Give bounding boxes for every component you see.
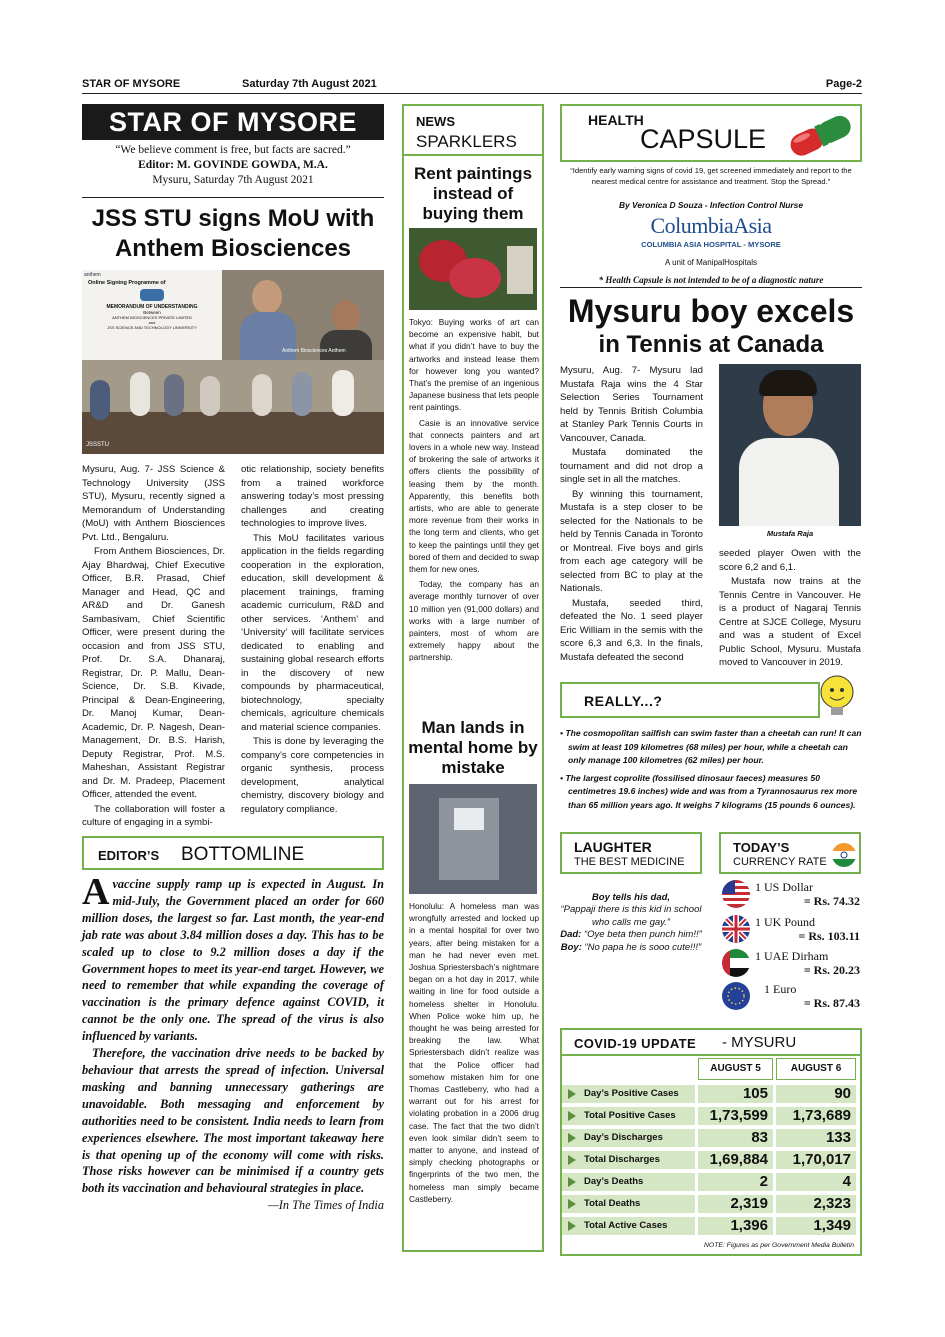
really-item-text: The cosmopolitan sailfish can swim faster than a cheetah can run! It can swim at least 109 kilometres (68 miles) per hour, while a cheetah can only manage 100 kilometres (62 miles) per hour. bbox=[565, 728, 862, 766]
tennis-column-2 bbox=[719, 547, 861, 671]
sparklers-paragraph: Tokyo: Buying works of art can become an expensive habit, but what if you didn’t have to buy the artworks and instead lease them for however long you wanted? That’s the premise of an ingenious Japanese business that lets people rent paintings. bbox=[409, 317, 539, 413]
sparklers-story1-headline: Rent paintings instead of buying them bbox=[413, 164, 533, 223]
sparklers-column bbox=[402, 104, 544, 1252]
covid-header bbox=[562, 1030, 860, 1056]
lead-paragraph: otic relationship, society benefits from a trained workforce answering today’s most pressing challenges and creating technologies to improve lives. bbox=[241, 464, 384, 529]
door-window bbox=[454, 808, 484, 830]
arrow-icon bbox=[568, 1177, 576, 1187]
laughter-joke bbox=[560, 892, 702, 954]
photo-person-2-body bbox=[320, 330, 372, 360]
covid-value: 1,396 bbox=[698, 1217, 773, 1235]
masthead-editor: Editor: M. GOVINDE GOWDA, M.A. bbox=[138, 159, 328, 171]
covid-value: 1,349 bbox=[776, 1217, 856, 1235]
photo-label-jss: JSSSTU bbox=[86, 442, 110, 448]
covid-row-label: Total Positive Cases bbox=[562, 1107, 695, 1125]
covid-value: 133 bbox=[776, 1129, 856, 1147]
covid-value: 1,73,599 bbox=[698, 1107, 773, 1125]
editorial-p1: vaccine supply ramp up is expected in August. In mid-July, the Government placed an order for 660 million doses, the largest so far. Last month, the year-end jab rate was about 3.84 million doses a day. This has to be scaled up to close to 9.2 million doses a day if the Government hopes to meet its year-end target. However, we need to remember that while expanding the coverage of vaccination is the primary defence against COVID, it cannot be the only one. The spread of the virus is also influenced by variants. bbox=[82, 877, 384, 1044]
joke-line: “Pappaji there is this kid in school who calls me gay.” bbox=[560, 904, 702, 928]
laughter-subtitle: THE BEST MEDICINE bbox=[574, 856, 685, 868]
covid-row bbox=[562, 1217, 860, 1239]
us-flag-icon bbox=[722, 880, 750, 908]
arrow-icon bbox=[568, 1089, 576, 1099]
covid-row-label: Total Discharges bbox=[562, 1151, 695, 1169]
editorial-title-light: BOTTOMLINE bbox=[181, 844, 305, 865]
really-header bbox=[560, 682, 820, 718]
editorial-paragraph: Therefore, the vaccination drive needs to be backed by behaviour that arrests the spread of infection. Universal masking and banning unnecessary gatherings are unavoidable. Both messaging and enforcement by authorities need to be consistent. India needs to learn from experiences elsewhere. The most important takeaway here is that opening up of the economy will come with risks. Those risks however can be minimised if a country gets both its vaccination and behavioural strategies in place. bbox=[82, 1046, 384, 1196]
covid-title-light: - MYSURU bbox=[722, 1034, 797, 1051]
masthead-tagline bbox=[82, 143, 384, 188]
photo-slide-mou: MEMORANDUM OF UNDERSTANDING bbox=[106, 304, 198, 310]
editorial-paragraph bbox=[82, 871, 384, 1045]
lead-headline: JSS STU signs MoU with Anthem Biosciences bbox=[91, 205, 375, 262]
arrow-icon bbox=[568, 1155, 576, 1165]
capsule-icon bbox=[782, 108, 862, 160]
lead-column-1 bbox=[82, 463, 225, 831]
tennis-headline-2: in Tennis at Canada bbox=[598, 331, 824, 358]
sparklers-label-top: NEWS bbox=[416, 114, 455, 129]
lead-column-2 bbox=[241, 463, 384, 817]
covid-col-aug5: AUGUST 5 bbox=[698, 1058, 773, 1080]
lead-paragraph: From Anthem Biosciences, Dr. Ajay Bhardwaj, Chief Executive Officer, B.R. Prasad, Chief Manager and Head, QC and AR&D and Dr. Ganesh Sambasivam, Chief Scientific Officer, were present during the occasion and from JSS STU, Prof. Dr. S.A. Dhanaraj, Registrar, Dr. P. Mallu, Dean-Science, Dr. S.B. Kivade, Principal & Dean-Engineering, Dr. Manoj Kumar, Dean-Academic, Dr. P. Nagesh, Dean-Management, Dr. B.S. Harish, Deputy Registrar, Prof. M.S. Maheshan, Assistant Registrar and Dr. M. Pradeep, Placement Officer, attended the event. bbox=[82, 546, 225, 800]
health-label-bottom: CAPSULE bbox=[640, 124, 767, 154]
photo-attendee bbox=[252, 374, 272, 416]
editorial-dropcap: A bbox=[82, 871, 110, 913]
editorial-body bbox=[82, 871, 384, 1214]
sparklers-label-bottom: SPARKLERS bbox=[416, 132, 517, 151]
currency-row-aed bbox=[722, 949, 860, 983]
photo-attendee bbox=[200, 376, 220, 416]
really-list bbox=[560, 727, 862, 813]
joke-line: “No papa he is sooo cute!!!” bbox=[584, 941, 702, 953]
currency-subtitle: CURRENCY RATE bbox=[733, 856, 827, 868]
covid-value: 1,73,689 bbox=[776, 1107, 856, 1125]
lead-paragraph: This MoU facilitates various application in the fields regarding cooperation in the exploration, education, skill development & placement trainings, framing academic curriculum, R&D and other services. ‘Anthem’ and ‘University’ will facilitate services dedicated to enabling and sustaining global research efforts in the discovery of new compounds by pharmaceutical, biotechnology, specialty chemicals, agriculture chemicals and material science companies. bbox=[241, 532, 384, 733]
joke-speaker: Boy: bbox=[560, 941, 582, 953]
photo-shirt bbox=[739, 438, 839, 526]
currency-value: = Rs. 74.32 bbox=[803, 894, 860, 908]
photo-attendee bbox=[130, 372, 150, 416]
columbia-asia-logo: ColumbiaAsia bbox=[650, 213, 772, 238]
covid-value: 1,69,884 bbox=[698, 1151, 773, 1169]
covid-col-aug6: AUGUST 6 bbox=[776, 1058, 856, 1080]
arrow-icon bbox=[568, 1111, 576, 1121]
currency-title: TODAY’S bbox=[733, 840, 790, 855]
photo-person-2 bbox=[332, 300, 360, 332]
currency-header bbox=[719, 832, 861, 874]
sparklers-paragraph: Casie is an innovative service that connects painters and art lovers in a whole new way. Instead of brokering the sale of artworks it offers clients the possibility of leasing them by the month. Apparently, this benefits both artists, who are able to generate more revenue from their works in the long term and clients, who get to keep the paintings until they get bored of them and decided to swap them for new ones. bbox=[409, 417, 539, 575]
covid-value: 1,70,017 bbox=[776, 1151, 856, 1169]
lead-photo bbox=[82, 270, 384, 454]
tennis-photo-caption: Mustafa Raja bbox=[766, 529, 814, 538]
covid-value: 90 bbox=[776, 1085, 856, 1103]
sparklers-header bbox=[404, 106, 542, 156]
covid-box bbox=[560, 1028, 862, 1256]
health-disclaimer: * Health Capsule is not intended to be of a diagnostic nature bbox=[560, 275, 862, 288]
currency-value: = Rs. 103.11 bbox=[798, 929, 860, 943]
tennis-paragraph: Mustafa, seeded third, defeated the No. 1 seed player Eric William in the semis with the score 6,3 and 6,3. In the finals, Mustafa defeated the second bbox=[560, 597, 703, 663]
health-byline: By Veronica D Souza - Infection Control Nurse bbox=[619, 200, 803, 210]
arrow-icon bbox=[568, 1221, 576, 1231]
laughter-header bbox=[560, 832, 702, 874]
covid-value: 2 bbox=[698, 1173, 773, 1191]
handshake-icon bbox=[140, 289, 164, 301]
photo-attendee bbox=[332, 370, 354, 416]
currency-name: 1 US Dollar bbox=[755, 880, 813, 894]
photo-attendee bbox=[292, 372, 312, 416]
tennis-paragraph: seeded player Owen with the score 6,2 and 6,1. bbox=[719, 548, 861, 573]
really-item: • The largest coprolite (fossilised dinosaur faeces) measures 50 centimetres 19.6 inches) wide and was from a Tyrannosaurus rex more than 65 million years ago. It weighs 7 kilograms (15 pounds 6 ounces). bbox=[560, 772, 858, 810]
canvas-frame bbox=[507, 246, 533, 294]
photo-attendee bbox=[164, 374, 184, 416]
currency-row-gbp bbox=[722, 915, 860, 949]
header-date: Saturday 7th August 2021 bbox=[242, 78, 377, 90]
uae-flag-icon bbox=[722, 949, 750, 977]
photo-slide-party1: ANTHEM BIOSCIENCES PRIVATE LIMITED bbox=[112, 315, 192, 320]
sparklers-story2-photo bbox=[409, 784, 537, 894]
masthead-title: STAR OF MYSORE bbox=[82, 104, 384, 140]
lead-paragraph: This is done by leveraging the company’s core competencies in organic synthesis, process development, analytical chemistry, discovery biology and regulatory compliance. bbox=[241, 736, 384, 815]
covid-row-label: Day’s Positive Cases bbox=[562, 1085, 695, 1103]
tennis-paragraph: Mustafa now trains at the Tennis Centre in Vancouver. He is a product of Nagaraj Tennis Centre at SJCE College, Mysuru and was a student of Excel Public School, Mysuru. Mustafa moved to Vancouver in 2019. bbox=[719, 576, 861, 668]
masthead-motto: “We believe comment is free, but facts are sacred.” bbox=[115, 144, 351, 156]
tennis-paragraph: By winning this tournament, Mustafa is a step closer to be selected for the Nationals to be held by Tennis Canada in Toronto or Montreal. Five boys and girls from each age category will be selected from BC to play at the Nationals. bbox=[560, 488, 703, 594]
sparklers-story2-headline: Man lands in mental home by mistake bbox=[408, 718, 538, 777]
currency-row-eur bbox=[722, 982, 860, 1016]
tennis-paragraph: Mustafa dominated the tournament and did not drop a single set in all the matches. bbox=[560, 447, 703, 485]
lightbulb-icon bbox=[814, 672, 860, 724]
health-header bbox=[560, 104, 862, 162]
photo-person bbox=[252, 280, 282, 314]
health-note: “Identify early warning signs of covid 19, get screened immediately and report to the nearest medical centre for assistance and treatment. Stop the Spread.” bbox=[570, 166, 852, 186]
currency-value: = Rs. 20.23 bbox=[803, 963, 860, 977]
covid-row bbox=[562, 1085, 860, 1107]
sparklers-paragraph: Honolulu: A homeless man was wrongfully arrested and locked up in a mental hospital for over two years, after being mistaken for a man he had never even met. Joshua Spriestersbach’s nightmare began on a hot day in 2017, while waiting in line for food outside a homeless shelter in Honolulu. When Police woke him up, he thought he was being arrested for breaking the law. What Spriestersbach didn’t realize was that the Police officer had somehow mistaken him for one Thomas Castleberry, who had a warrant out for his arrest for violating probation in a 2006 drug case. The fact that the two didn’t even look similar didn’t seem to matter to anyone, and instead of simply checking photographs or fingerprints of the two men, the homeless man simply became Castleberry. bbox=[409, 901, 539, 1204]
sparklers-story1-photo bbox=[409, 228, 537, 310]
editorial-title-bold: EDITOR’S bbox=[98, 848, 160, 863]
covid-note: NOTE: Figures as per Government Media Bulletin bbox=[704, 1242, 854, 1249]
arrow-icon bbox=[568, 1199, 576, 1209]
photo-slide-between: Between bbox=[143, 310, 161, 315]
photo-slide bbox=[82, 270, 222, 360]
arrow-icon bbox=[568, 1133, 576, 1143]
covid-value: 2,319 bbox=[698, 1195, 773, 1213]
running-header bbox=[82, 78, 862, 94]
lead-paragraph: Mysuru, Aug. 7- JSS Science & Technology University (JSS STU), Mysuru, recently signed a Memorandum of Understanding (MoU) with Anthem Biosciences Pvt. Ltd., Bengaluru. bbox=[82, 464, 225, 543]
covid-value: 4 bbox=[776, 1173, 856, 1191]
lead-paragraph: The collaboration will foster a culture of engaging in a symbi- bbox=[82, 803, 225, 828]
really-item: • The cosmopolitan sailfish can swim faster than a cheetah can run! It can swim at least 109 kilometres (68 miles) per hour, while a cheetah can only manage 100 kilometres (62 miles) per hour. bbox=[560, 728, 862, 766]
covid-row bbox=[562, 1129, 860, 1151]
photo-slide-title: Online Signing Programme of bbox=[88, 280, 166, 286]
india-flag-icon bbox=[831, 842, 857, 868]
really-title: REALLY...? bbox=[584, 693, 663, 709]
sparklers-paragraph: Today, the company has an average monthly turnover of over 10 million yen (91,000 dollars) and works with a large number of painters, most of whom are extremely happy about the partnership. bbox=[409, 579, 539, 663]
covid-row-label: Day’s Discharges bbox=[562, 1129, 695, 1147]
editorial-header bbox=[82, 836, 384, 870]
health-sponsor-unit: A unit of ManipalHospitals bbox=[664, 258, 758, 267]
joke-line: “Oye beta then punch him!!” bbox=[584, 929, 702, 941]
covid-row bbox=[562, 1107, 860, 1129]
header-paper-name: STAR OF MYSORE bbox=[82, 78, 181, 90]
photo-slide-logo: anthem bbox=[84, 272, 101, 278]
photo-slide-party2: JSS SCIENCE AND TECHNOLOGY UNIVERSITY bbox=[107, 325, 197, 330]
joke-line: Boy tells his dad, bbox=[591, 892, 671, 903]
covid-value: 2,323 bbox=[776, 1195, 856, 1213]
covid-row bbox=[562, 1173, 860, 1195]
uk-flag-icon bbox=[722, 915, 750, 943]
roses-shape bbox=[449, 258, 501, 298]
covid-row bbox=[562, 1195, 860, 1217]
covid-row-label: Total Active Cases bbox=[562, 1217, 695, 1235]
covid-value: 105 bbox=[698, 1085, 773, 1103]
health-label-top: HEALTH bbox=[588, 112, 644, 128]
tennis-column-1 bbox=[560, 364, 703, 665]
covid-row-label: Day’s Deaths bbox=[562, 1173, 695, 1191]
covid-title-bold: COVID-19 UPDATE bbox=[574, 1036, 697, 1051]
photo-slide-and: and bbox=[148, 320, 156, 325]
editorial-source: —In The Times of India bbox=[267, 1198, 384, 1213]
tennis-headline-1: Mysuru boy excels bbox=[567, 293, 855, 329]
currency-name: 1 UAE Dirham bbox=[755, 949, 829, 963]
photo-attendee bbox=[90, 380, 110, 420]
photo-hair bbox=[759, 370, 817, 396]
health-sponsor-name: COLUMBIA ASIA HOSPITAL - MYSORE bbox=[641, 240, 781, 249]
covid-row bbox=[562, 1151, 860, 1173]
really-item-text: The largest coprolite (fossilised dinosaur faeces) measures 50 centimetres 19.6 inches) wide and was from a Tyrannosaurus rex more than 65 million years ago. It weighs 7 kilograms (15 pounds 6 ounces). bbox=[565, 772, 858, 810]
sparklers-story1-body bbox=[409, 316, 539, 667]
photo-video-tile bbox=[222, 270, 384, 360]
photo-table bbox=[82, 412, 384, 454]
covid-row-label: Total Deaths bbox=[562, 1195, 695, 1213]
photo-meeting-room bbox=[82, 360, 384, 454]
tennis-paragraph: Mysuru, Aug. 7- Mysuru lad Mustafa Raja wins the 4 Star Selection Series Tournament held by Tennis British Columbia at Stanley Park Tennis Courts in Vancouver, Canada. bbox=[560, 365, 703, 444]
currency-name: 1 UK Pound bbox=[755, 915, 816, 929]
masthead-dateline: Mysuru, Saturday 7th August 2021 bbox=[152, 174, 314, 186]
currency-row-usd bbox=[722, 880, 860, 914]
masthead-rule bbox=[82, 197, 384, 198]
eu-flag-icon bbox=[722, 982, 750, 1010]
covid-value: 83 bbox=[698, 1129, 773, 1147]
currency-name: 1 Euro bbox=[764, 982, 797, 996]
currency-value: = Rs. 87.43 bbox=[803, 996, 860, 1010]
sparklers-story2-body bbox=[409, 900, 539, 1208]
photo-label-anthem: Anthem Biosciences Anthem bbox=[282, 348, 346, 354]
laughter-title: LAUGHTER bbox=[574, 839, 652, 855]
tennis-photo bbox=[719, 364, 861, 526]
joke-speaker: Dad: bbox=[560, 929, 582, 941]
header-page-number: Page-2 bbox=[825, 78, 862, 90]
